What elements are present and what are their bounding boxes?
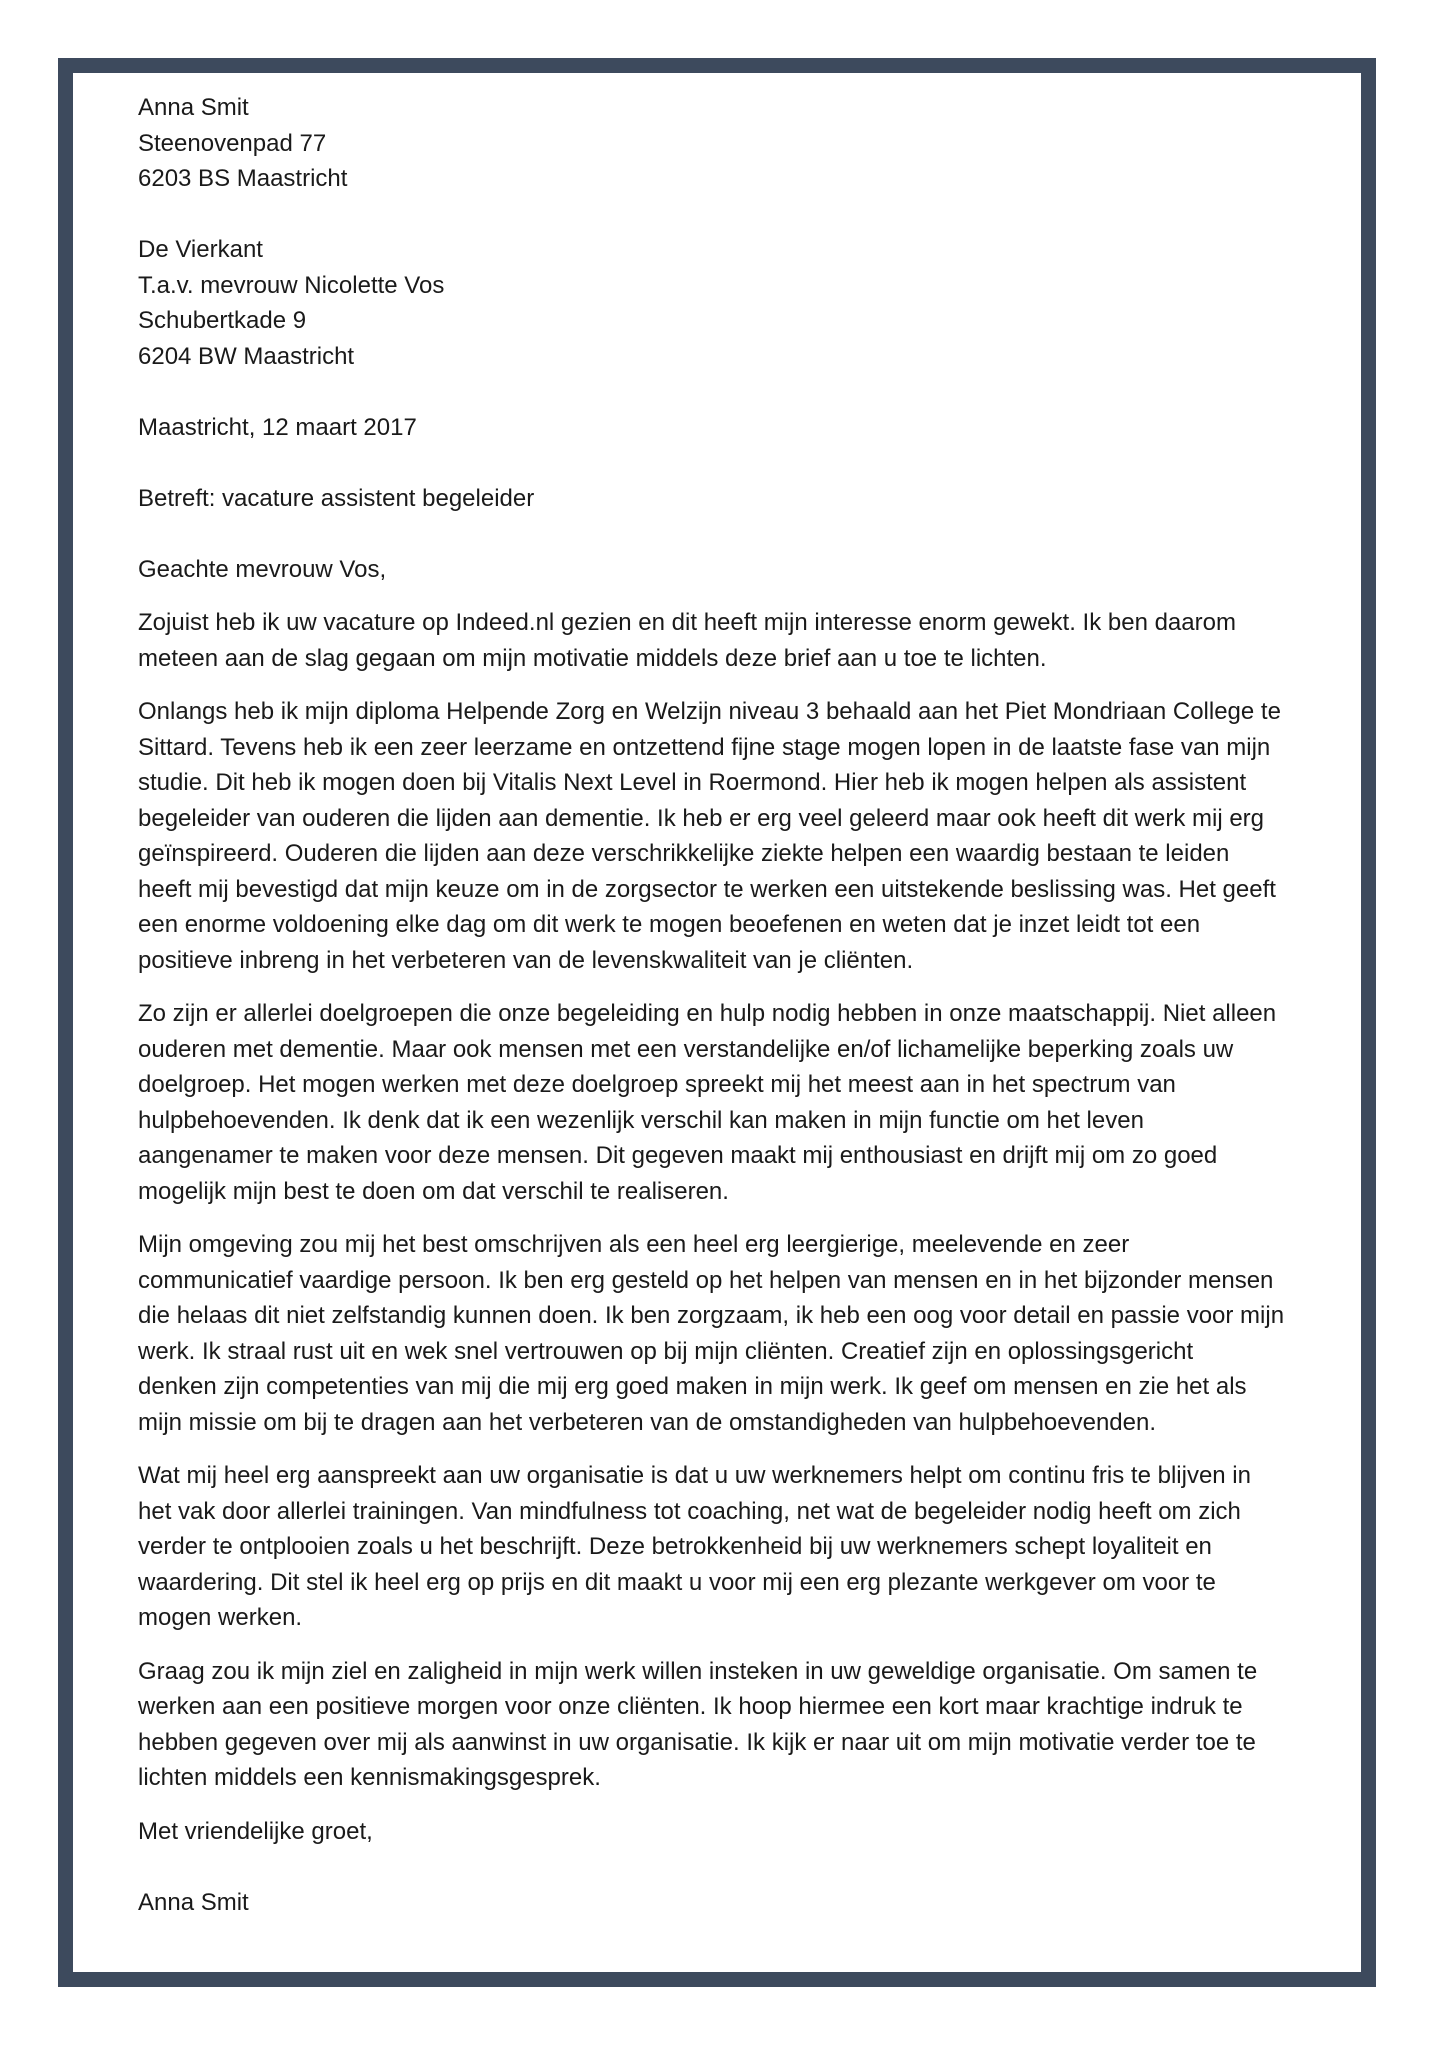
date-line: Maastricht, 12 maart 2017 (138, 413, 417, 441)
paragraph-line: begeleider van ouderen die lijden aan dementie. Ik heb er erg veel geleerd maar ook heeft dit werk mij erg (138, 804, 1265, 832)
paragraph-line: aangenamer te maken voor deze mensen. Dit gegeven maakt mij enthousiast en drijft mij om zo goed (138, 1142, 1218, 1169)
paragraph-line: doelgroep. Het mogen werken met deze doelgroep spreekt mij het meest aan in het spectrum van (138, 1071, 1176, 1098)
paragraph-line: heeft mij bevestigd dat mijn keuze om in de zorgsector te werken een uitstekende beslissing was. Het geeft (138, 875, 1276, 903)
letter-paragraph (138, 605, 1318, 676)
paragraph-line: die helaas dit niet zelfstandig kunnen doen. Ik ben zorgzaam, ik heb een oog voor detail en passie voor mijn (138, 1302, 1285, 1329)
paragraph-line: mogen werken. (138, 1604, 303, 1631)
paragraph-line: lichten middels een kennismakingsgesprek. (138, 1764, 601, 1791)
paragraph-line: verder te ontplooien zoals u het beschrijft. Deze betrokkenheid bij uw werknemers schept loyaliteit en (138, 1533, 1212, 1560)
signature-name: Anna Smit (138, 1888, 249, 1916)
paragraph-line: Graag zou ik mijn ziel en zaligheid in mijn werk willen insteken in uw geweldige organisatie. Om samen te (138, 1657, 1258, 1685)
sender-name: Anna Smit (138, 94, 249, 121)
paragraph-line: Zojuist heb ik uw vacature op Indeed.nl gezien en dit heeft mijn interesse enorm gewekt. Ik ben daarom (138, 609, 1236, 636)
paragraph-line: waardering. Dit stel ik heel erg op prijs en dit maakt u voor mij een erg plezante werkgever om voor te (138, 1568, 1216, 1596)
paragraph-line: Wat mij heel erg aanspreekt aan uw organisatie is dat u uw werknemers helpt om continu fris te blijven in (138, 1462, 1251, 1489)
paragraph-line: denken zijn competenties van mij die mij erg goed maken in mijn werk. Ik geef om mensen en zie het als (138, 1373, 1247, 1400)
paragraph-line: studie. Dit heb ik mogen doen bij Vitalis Next Level in Roermond. Hier heb ik mogen helpen als assistent (138, 769, 1247, 796)
recipient-street: Schubertkade 9 (138, 307, 307, 334)
letter-paragraph (138, 1458, 1318, 1636)
paragraph-line: hulpbehoevenden. Ik denk dat ik een wezenlijk verschil kan maken in mijn functie om het leven (138, 1106, 1144, 1134)
paragraph-line: geïnspireerd. Ouderen die lijden aan deze verschrikkelijke ziekte helpen een waardig bestaan te leiden (138, 840, 1230, 867)
paragraph-line: mogelijk mijn best te doen om dat verschil te realiseren. (138, 1177, 729, 1205)
letter-body (138, 90, 1318, 1920)
paragraph-line: communicatief vaardige persoon. Ik ben erg gesteld op het helpen van mensen en in het bijzonder mensen (138, 1266, 1274, 1294)
paragraph-line: Onlangs heb ik mijn diploma Helpende Zorg en Welzijn niveau 3 behaald aan het Piet Mondriaan College te (138, 698, 1281, 725)
paragraph-line: mijn missie om bij te dragen aan het verbeteren van de omstandigheden van hulpbehoevenden. (138, 1408, 1157, 1436)
salutation: Geachte mevrouw Vos, (138, 555, 387, 583)
paragraph-line: ouderen met dementie. Maar ook mensen met een verstandelijke en/of lichamelijke beperking zoals uw (138, 1035, 1234, 1063)
sender-street: Steenovenpad 77 (138, 129, 327, 157)
paragraph-line: Zo zijn er allerlei doelgroepen die onze begeleiding en hulp nodig hebben in onze maatschappij. Niet alleen (138, 1000, 1277, 1027)
paragraph-line: Sittard. Tevens heb ik een zeer leerzame en ontzettend fijne stage mogen lopen in de laatste fase van mijn (138, 733, 1271, 761)
sender-address (138, 90, 1318, 197)
paragraph-line: Mijn omgeving zou mij het best omschrijven als een heel erg leergierige, meelevende en zeer (138, 1231, 1130, 1258)
sender-city: 6203 BS Maastricht (138, 165, 348, 192)
paragraph-line: een enorme voldoening elke dag om dit werk te mogen beoefenen en weten dat je inzet leidt tot een (138, 911, 1201, 938)
paragraph-line: werken aan een positieve morgen voor onze cliënten. Ik hoop hiermee een kort maar krachtige indruk te (138, 1693, 1243, 1720)
recipient-attention: T.a.v. mevrouw Nicolette Vos (138, 271, 445, 299)
letter-paragraph (138, 1227, 1318, 1440)
paragraph-line: positieve inbreng in het verbeteren van de levenskwaliteit van je cliënten. (138, 946, 914, 974)
letter-paragraph (138, 1654, 1318, 1796)
paragraph-line: hebben gegeven over mij als aanwinst in uw organisatie. Ik kijk er naar uit om mijn motivatie verder toe te (138, 1728, 1256, 1756)
paragraph-line: het vak door allerlei trainingen. Van mindfulness tot coaching, net wat de begeleider nodig heeft om zich (138, 1497, 1241, 1525)
paragraph-line: meteen aan de slag gegaan om mijn motivatie middels deze brief aan u toe te lichten. (138, 644, 1047, 672)
recipient-address (138, 232, 1318, 374)
closing-line: Met vriendelijke groet, (138, 1817, 373, 1845)
recipient-city: 6204 BW Maastricht (138, 342, 355, 370)
paragraph-line: werk. Ik straal rust uit en wek snel vertrouwen op bij mijn cliënten. Creatief zijn en oplossingsgericht (138, 1337, 1194, 1365)
recipient-company: De Vierkant (138, 236, 263, 263)
letter-paragraph (138, 694, 1318, 978)
subject-line: Betreft: vacature assistent begeleider (138, 484, 535, 512)
letter-paragraph (138, 996, 1318, 1209)
letter-paragraphs (138, 605, 1318, 1796)
